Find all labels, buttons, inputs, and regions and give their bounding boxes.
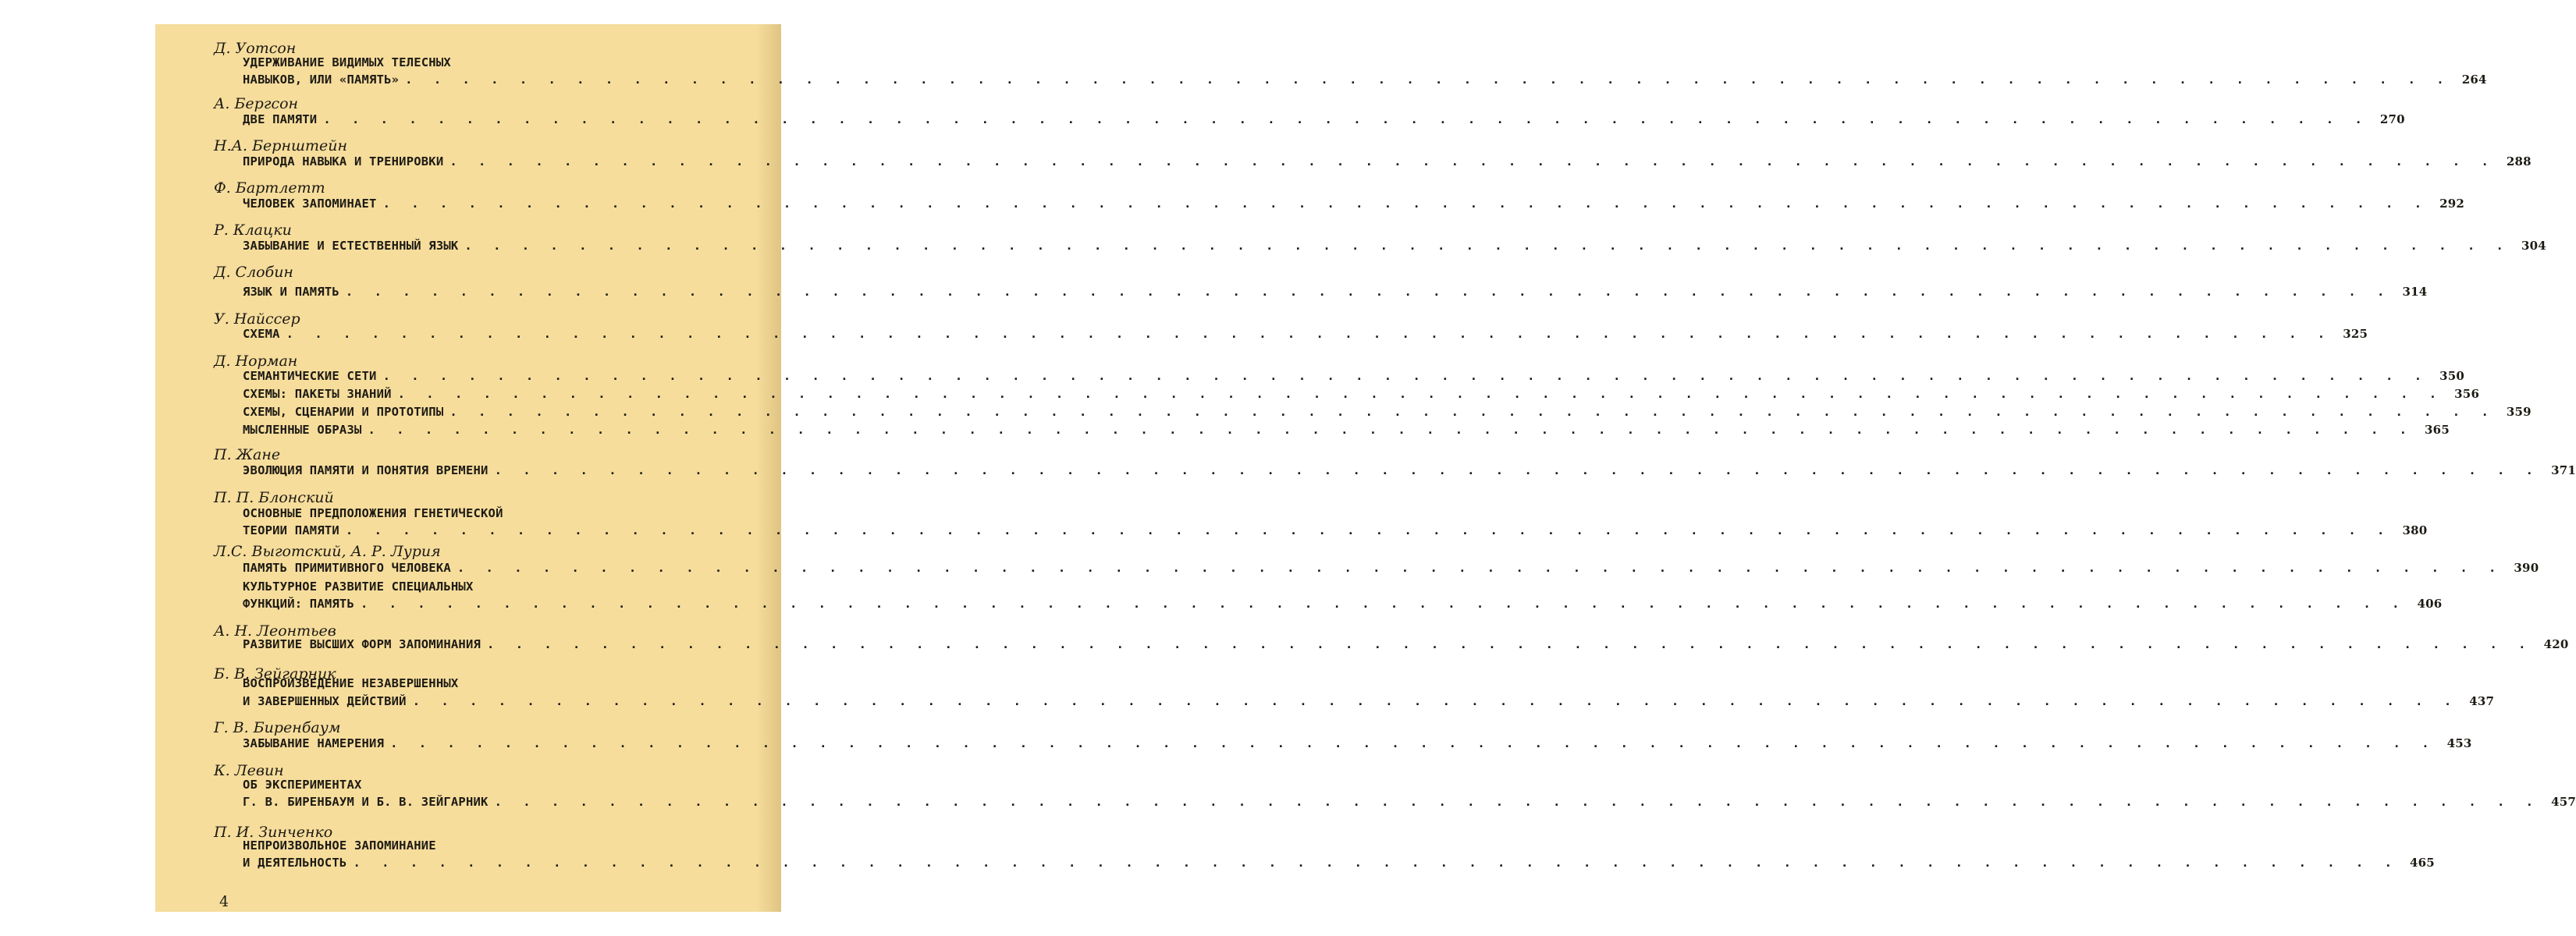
dot-leader: . . . . . . . . . . . . . . . . . . . . . . . . . . . . . . . . . . . . . . . . . . . . . . . . . . . . . . . . . . . . . . . . . . . . . . . . xyxy=(457,561,2503,575)
toc-entry-title: ЯЗЫК И ПАМЯТЬ xyxy=(243,285,339,299)
toc-author: П. П. Блонский xyxy=(214,489,334,506)
toc-author: Ф. Бартлетт xyxy=(214,179,325,197)
toc-entry-title: ДВЕ ПАМЯТИ xyxy=(243,112,318,126)
dot-leader: . . . . . . . . . . . . . . . . . . . . . . . . . . . . . . . . . . . . . . . . . . . . . . . . . . . . . . . . . . . . . . . . . . . . . . . . xyxy=(353,856,2399,870)
toc-entry-title: И ДЕЯТЕЛЬНОСТЬ xyxy=(243,856,347,870)
toc-entry-title: МЫСЛЕННЫЕ ОБРАЗЫ xyxy=(243,423,362,437)
toc-entry[interactable] xyxy=(243,693,2495,710)
toc-entry-title: ФУНКЦИЙ: ПАМЯТЬ xyxy=(243,597,354,611)
dot-leader: . . . . . . . . . . . . . . . . . . . . . . . . . . . . . . . . . . . . . . . . . . . . . . . . . . . . . . . . . . . . . . . . . . . . . . . . xyxy=(494,795,2541,809)
toc-author: А. Бергсон xyxy=(214,95,299,112)
toc-author: Р. Клацки xyxy=(214,222,292,239)
toc-entry-title: НЕПРОИЗВОЛЬНОЕ ЗАПОМИНАНИЕ xyxy=(243,838,436,853)
toc-page-number: 453 xyxy=(2446,736,2472,750)
toc-page-number: 325 xyxy=(2343,327,2368,341)
toc-entry-title: ПРИРОДА НАВЫКА И ТРЕНИРОВКИ xyxy=(243,154,444,168)
page-number: 4 xyxy=(219,893,229,910)
toc-author: Г. В. Биренбаум xyxy=(214,719,341,736)
toc-entry[interactable] xyxy=(243,636,2569,653)
toc-entry-line[interactable] xyxy=(243,837,750,854)
toc-page-number: 288 xyxy=(2506,154,2532,168)
toc-entry[interactable] xyxy=(243,462,2576,479)
toc-entry[interactable] xyxy=(243,237,2546,254)
toc-page-number: 359 xyxy=(2506,405,2532,419)
toc-author: П. И. Зинченко xyxy=(214,824,333,841)
dot-leader: . . . . . . . . . . . . . . . . . . . . . . . . . . . . . . . . . . . . . . . . . . . . . . . . . . . . . . . . . . . . . . . . . . . . . . . . xyxy=(382,197,2429,211)
toc-entry[interactable] xyxy=(243,559,2539,576)
toc-page-number: 270 xyxy=(2379,112,2405,126)
dot-leader: . . . . . . . . . . . . . . . . . . . . . . . . . . . . . . . . . . . . . . . . . . . . . . . . . . . . . . . . . . . . . . . . . . . . . . . . xyxy=(494,463,2541,477)
dot-leader: . . . . . . . . . . . . . . . . . . . . . . . . . . . . . . . . . . . . . . . . . . . . . . . . . . . . . . . . . . . . . . . . . . . . . . . . xyxy=(412,694,2459,708)
toc-page-number: 457 xyxy=(2551,795,2576,809)
toc-entry[interactable] xyxy=(243,854,2435,871)
toc-entry[interactable] xyxy=(243,403,2532,420)
toc-entry-title: РАЗВИТИЕ ВЫСШИХ ФОРМ ЗАПОМИНАНИЯ xyxy=(243,637,481,651)
toc-page-number: 406 xyxy=(2417,597,2443,611)
toc-entry[interactable] xyxy=(243,735,2472,752)
toc-author: К. Левин xyxy=(214,762,284,779)
toc-entry[interactable] xyxy=(243,421,2450,438)
toc-page-number: 350 xyxy=(2439,369,2465,383)
toc-entry-title: И ЗАВЕРШЕННЫХ ДЕЙСТВИЙ xyxy=(243,694,407,708)
toc-entry-title: ЗАБЫВАНИЕ И ЕСТЕСТВЕННЫЙ ЯЗЫК xyxy=(243,239,459,253)
toc-author: Л.С. Выготский, А. Р. Лурия xyxy=(214,543,441,560)
dot-leader: . . . . . . . . . . . . . . . . . . . . . . . . . . . . . . . . . . . . . . . . . . . . . . . . . . . . . . . . . . . . . . . . . . . . . . . . xyxy=(286,327,2333,341)
toc-author: Б. В. Зейгарник xyxy=(214,665,336,682)
dot-leader: . . . . . . . . . . . . . . . . . . . . . . . . . . . . . . . . . . . . . . . . . . . . . . . . . . . . . . . . . . . . . . . . . . . . . . . . xyxy=(449,154,2496,168)
toc-entry[interactable] xyxy=(243,195,2465,212)
toc-entry-title: Г. В. БИРЕНБАУМ И Б. В. ЗЕЙГАРНИК xyxy=(243,795,489,809)
toc-entry[interactable] xyxy=(243,111,2405,128)
toc-author: Д. Норман xyxy=(214,353,298,370)
toc-page-number: 264 xyxy=(2461,73,2487,87)
toc-author: П. Жане xyxy=(214,446,281,463)
book-page xyxy=(155,24,2576,912)
toc-entry-line[interactable] xyxy=(243,675,750,692)
toc-author: Д. Уотсон xyxy=(214,40,297,57)
toc-entry-title: ВОСПРОИЗВЕДЕНИЕ НЕЗАВЕРШЕННЫХ xyxy=(243,676,459,690)
dot-leader: . . . . . . . . . . . . . . . . . . . . . . . . . . . . . . . . . . . . . . . . . . . . . . . . . . . . . . . . . . . . . . . . . . . . . . . . xyxy=(487,637,2533,651)
dot-leader: . . . . . . . . . . . . . . . . . . . . . . . . . . . . . . . . . . . . . . . . . . . . . . . . . . . . . . . . . . . . . . . . . . . . . . . . xyxy=(323,112,2369,126)
toc-page-number: 390 xyxy=(2514,561,2539,575)
toc-author: А. Н. Леонтьев xyxy=(214,622,336,640)
toc-entry-title: СХЕМЫ: ПАКЕТЫ ЗНАНИЙ xyxy=(243,387,392,401)
dot-leader: . . . . . . . . . . . . . . . . . . . . . . . . . . . . . . . . . . . . . . . . . . . . . . . . . . . . . . . . . . . . . . . . . . . . . . . . xyxy=(405,73,2451,87)
toc-author: Д. Слобин xyxy=(214,264,293,281)
toc-entry[interactable] xyxy=(243,367,2465,385)
toc-entry-title: ПАМЯТЬ ПРИМИТИВНОГО ЧЕЛОВЕКА xyxy=(243,561,451,575)
toc-page-number: 465 xyxy=(2409,856,2435,870)
dot-leader: . . . . . . . . . . . . . . . . . . . . . . . . . . . . . . . . . . . . . . . . . . . . . . . . . . . . . . . . . . . . . . . . . . . . . . . . xyxy=(345,523,2392,537)
toc-entry-title: УДЕРЖИВАНИЕ ВИДИМЫХ ТЕЛЕСНЫХ xyxy=(243,55,451,69)
toc-entry-title: СХЕМЫ, СЦЕНАРИИ И ПРОТОТИПЫ xyxy=(243,405,444,419)
toc-entry-title: ЗАБЫВАНИЕ НАМЕРЕНИЯ xyxy=(243,736,385,750)
dot-leader: . . . . . . . . . . . . . . . . . . . . . . . . . . . . . . . . . . . . . . . . . . . . . . . . . . . . . . . . . . . . . . . . . . . . . . . . xyxy=(360,597,2407,611)
dot-leader: . . . . . . . . . . . . . . . . . . . . . . . . . . . . . . . . . . . . . . . . . . . . . . . . . . . . . . . . . . . . . . . . . . . . . . . . xyxy=(390,736,2436,750)
toc-entry-title: СЕМАНТИЧЕСКИЕ СЕТИ xyxy=(243,369,377,383)
toc-entry-title: СХЕМА xyxy=(243,327,280,341)
toc-page-number: 314 xyxy=(2402,285,2428,299)
dot-leader: . . . . . . . . . . . . . . . . . . . . . . . . . . . . . . . . . . . . . . . . . . . . . . . . . . . . . . . . . . . . . . . . . . . . . . . . xyxy=(382,369,2429,383)
toc-page-number: 365 xyxy=(2425,423,2450,437)
toc-author: Н.А. Бернштейн xyxy=(214,137,347,154)
toc-page-number: 356 xyxy=(2454,387,2480,401)
toc-page-number: 304 xyxy=(2521,239,2546,253)
toc-entry-title: НАВЫКОВ, ИЛИ «ПАМЯТЬ» xyxy=(243,73,400,87)
toc-entry[interactable] xyxy=(243,385,2480,402)
toc-entry-title: ЧЕЛОВЕК ЗАПОМИНАЕТ xyxy=(243,197,377,211)
toc-author: У. Найссер xyxy=(214,310,300,328)
toc-entry[interactable] xyxy=(243,153,2532,170)
toc-entry[interactable] xyxy=(243,595,2443,612)
toc-entry[interactable] xyxy=(243,71,2487,88)
table-of-contents xyxy=(155,24,2576,912)
toc-entry[interactable] xyxy=(243,325,2368,342)
dot-leader: . . . . . . . . . . . . . . . . . . . . . . . . . . . . . . . . . . . . . . . . . . . . . . . . . . . . . . . . . . . . . . . . . . . . . . . . xyxy=(345,285,2392,299)
dot-leader: . . . . . . . . . . . . . . . . . . . . . . . . . . . . . . . . . . . . . . . . . . . . . . . . . . . . . . . . . . . . . . . . . . . . . . . . xyxy=(368,423,2414,437)
toc-entry-title: ЭВОЛЮЦИЯ ПАМЯТИ И ПОНЯТИЯ ВРЕМЕНИ xyxy=(243,463,489,477)
dot-leader: . . . . . . . . . . . . . . . . . . . . . . . . . . . . . . . . . . . . . . . . . . . . . . . . . . . . . . . . . . . . . . . . . . . . . . . . xyxy=(449,405,2496,419)
toc-page-number: 371 xyxy=(2551,463,2576,477)
toc-page-number: 292 xyxy=(2439,197,2465,211)
toc-entry[interactable] xyxy=(243,283,2428,300)
toc-entry[interactable] xyxy=(243,522,2428,539)
toc-entry-line[interactable] xyxy=(243,54,750,71)
toc-entry-title: ТЕОРИИ ПАМЯТИ xyxy=(243,523,339,537)
toc-page-number: 420 xyxy=(2543,637,2569,651)
toc-entry-title: ОБ ЭКСПЕРИМЕНТАХ xyxy=(243,778,362,792)
toc-entry-title: КУЛЬТУРНОЕ РАЗВИТИЕ СПЕЦИАЛЬНЫХ xyxy=(243,580,474,594)
dot-leader: . . . . . . . . . . . . . . . . . . . . . . . . . . . . . . . . . . . . . . . . . . . . . . . . . . . . . . . . . . . . . . . . . . . . . . . . xyxy=(464,239,2510,253)
toc-page-number: 437 xyxy=(2469,694,2495,708)
toc-entry-title: ОСНОВНЫЕ ПРЕДПОЛОЖЕНИЯ ГЕНЕТИЧЕСКОЙ xyxy=(243,506,503,520)
toc-entry-line[interactable] xyxy=(243,776,750,793)
dot-leader: . . . . . . . . . . . . . . . . . . . . . . . . . . . . . . . . . . . . . . . . . . . . . . . . . . . . . . . . . . . . . . . . . . . . . . . . xyxy=(397,387,2444,401)
toc-entry-line[interactable] xyxy=(243,578,750,595)
toc-page-number: 380 xyxy=(2402,523,2428,537)
toc-entry-line[interactable] xyxy=(243,505,750,522)
toc-entry[interactable] xyxy=(243,793,2576,810)
